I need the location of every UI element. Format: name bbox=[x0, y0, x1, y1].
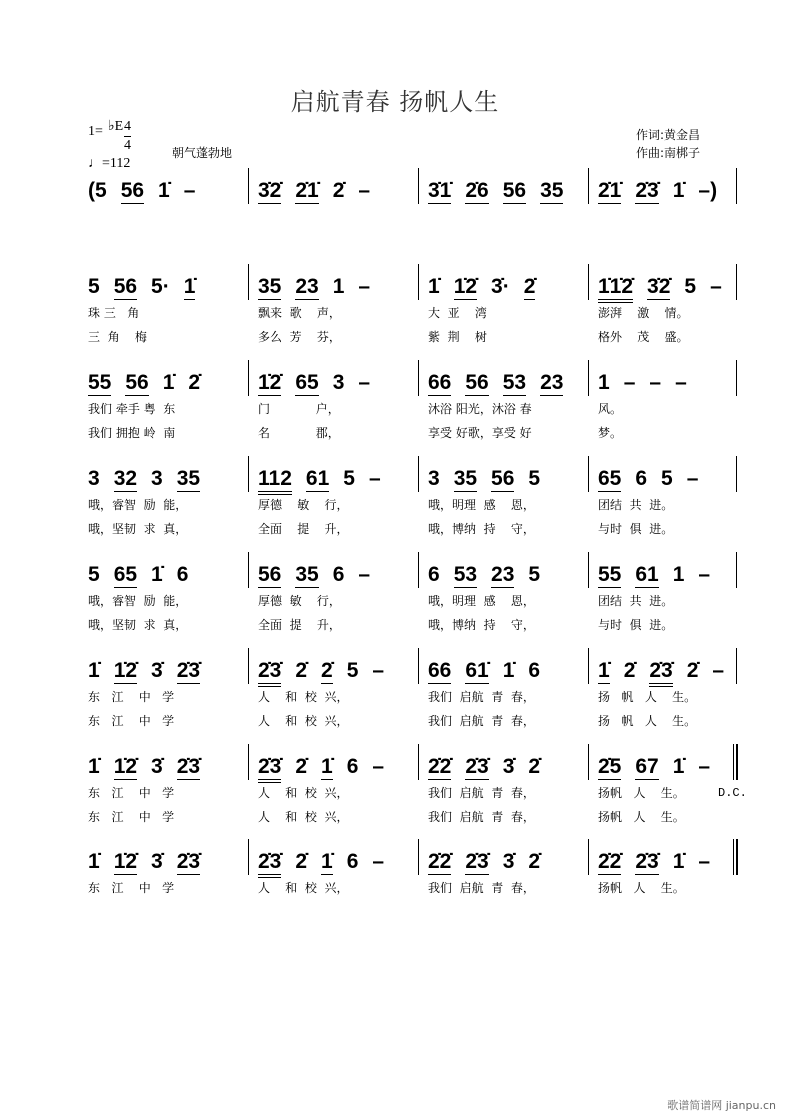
barline bbox=[588, 360, 589, 396]
measure bbox=[258, 851, 384, 878]
lyric-verse-1: 扬帆 人 生。 bbox=[598, 786, 685, 800]
lyric-verse-1: 团结 共 进。 bbox=[598, 594, 674, 608]
note: – bbox=[686, 467, 699, 490]
lyric-verse-1: 哦，睿智 励 能， bbox=[88, 498, 188, 512]
note: 6 bbox=[346, 755, 359, 778]
barline bbox=[736, 360, 737, 396]
note: 1̇ bbox=[151, 563, 163, 586]
measure bbox=[88, 660, 200, 684]
lyric-verse-1: 东 江 中 学 bbox=[88, 690, 175, 704]
note: 65 bbox=[295, 371, 319, 394]
key-signature: 1= bbox=[88, 124, 103, 139]
note: 23 bbox=[295, 275, 319, 298]
barline bbox=[588, 168, 589, 204]
measure bbox=[598, 851, 710, 875]
note: 3̇1̇ bbox=[428, 179, 452, 202]
measure bbox=[88, 276, 195, 300]
barline bbox=[248, 552, 249, 588]
measure bbox=[598, 276, 722, 303]
note: 3 bbox=[151, 467, 163, 490]
lyric-verse-1: 哦，明理 感 恩， bbox=[428, 594, 535, 608]
lyric-verse-1: 我们 启航 青 春， bbox=[428, 690, 535, 704]
lyric-verse-2: 人 和 校 兴， bbox=[258, 714, 349, 728]
note: 1̇ bbox=[672, 179, 685, 202]
note: 1̇ bbox=[88, 755, 100, 778]
note: 5 bbox=[88, 563, 100, 586]
measure bbox=[428, 851, 540, 875]
barline bbox=[248, 648, 249, 684]
measure bbox=[88, 756, 200, 780]
note: 2̇2̇ bbox=[428, 850, 452, 873]
note: – bbox=[698, 850, 711, 873]
note: 6 bbox=[428, 563, 440, 586]
note: 2̇2̇ bbox=[428, 755, 452, 778]
lyric-verse-1: 珠 三 角 bbox=[88, 306, 140, 320]
note: 2̇3̇ bbox=[258, 660, 281, 687]
note: 5· bbox=[151, 275, 170, 298]
note: 3 bbox=[88, 467, 100, 490]
note: 5 bbox=[528, 563, 541, 586]
lyric-verse-2: 哦，坚韧 求 真， bbox=[88, 618, 188, 632]
note: 55 bbox=[88, 371, 112, 394]
lyric-verse-1: 团结 共 进。 bbox=[598, 498, 674, 512]
note: – bbox=[623, 371, 636, 394]
key-note: ♭E bbox=[108, 119, 124, 134]
measure bbox=[88, 372, 200, 396]
measure bbox=[598, 660, 724, 687]
note: 2̇3̇ bbox=[635, 179, 659, 202]
barline bbox=[588, 744, 589, 780]
note: 2̇3̇ bbox=[176, 659, 201, 682]
note: 2̇ bbox=[686, 659, 699, 682]
note: 35 bbox=[453, 467, 478, 490]
barline bbox=[418, 360, 419, 396]
lyric-verse-1: 飘来 歌 声， bbox=[258, 306, 341, 320]
note: 35 bbox=[258, 275, 282, 298]
measure bbox=[598, 180, 717, 204]
note: 2̇1̇ bbox=[295, 179, 319, 202]
note: – bbox=[372, 850, 385, 873]
note: 1̇2̇ bbox=[113, 755, 138, 778]
lyric-verse-1: 哦，明理 感 恩， bbox=[428, 498, 535, 512]
note: 23 bbox=[491, 563, 515, 586]
note: 2̇3̇ bbox=[465, 755, 489, 778]
song-title: 启航青春 扬帆人生 bbox=[290, 88, 500, 116]
note: 23 bbox=[540, 371, 564, 394]
note: 2̇3̇ bbox=[649, 660, 672, 687]
note: 3̇ bbox=[151, 755, 163, 778]
note: 1̇ bbox=[158, 179, 170, 202]
note: 1̇ bbox=[88, 659, 100, 682]
barline bbox=[418, 744, 419, 780]
note: 3̇2̇ bbox=[647, 275, 671, 298]
lyric-verse-1: 风。 bbox=[598, 402, 623, 416]
measure bbox=[428, 372, 563, 396]
barline bbox=[248, 360, 249, 396]
note: 5 bbox=[684, 275, 697, 298]
note: 1̇ bbox=[321, 755, 333, 778]
barline bbox=[418, 648, 419, 684]
note: 2̇ bbox=[295, 850, 308, 873]
note: – bbox=[698, 563, 711, 586]
watermark: 歌谱简谱网 jianpu.cn bbox=[667, 1099, 776, 1112]
note: 1̇ bbox=[183, 275, 196, 298]
measure bbox=[88, 564, 188, 588]
note: 2̇3̇ bbox=[176, 755, 201, 778]
note: 5 bbox=[528, 467, 541, 490]
note: 2̇ bbox=[528, 755, 541, 778]
note: 2̇ bbox=[332, 179, 345, 202]
barline bbox=[418, 839, 419, 875]
lyric-verse-2: 梦。 bbox=[598, 426, 623, 440]
barline bbox=[418, 552, 419, 588]
note: 3 bbox=[428, 467, 440, 490]
note: 1̇2̇ bbox=[113, 659, 138, 682]
note: 61̇ bbox=[465, 659, 489, 682]
note: – bbox=[698, 755, 711, 778]
lyric-verse-1: 我们 启航 青 春， bbox=[428, 786, 535, 800]
note: – bbox=[183, 179, 196, 202]
barline bbox=[248, 168, 249, 204]
measure bbox=[428, 756, 540, 780]
lyric-verse-1: 人 和 校 兴， bbox=[258, 881, 349, 895]
lyric-verse-2: 全面 提 升， bbox=[258, 522, 349, 536]
note: 1̇1̇2̇ bbox=[598, 276, 633, 303]
note: 3̇ bbox=[502, 850, 515, 873]
measure bbox=[428, 660, 540, 684]
lyric-verse-2: 我们 启航 青 春， bbox=[428, 810, 535, 824]
note: 56 bbox=[465, 371, 489, 394]
lyric-verse-2: 扬 帆 人 生。 bbox=[598, 714, 697, 728]
lyricist-credit: 作词:黄金昌 bbox=[636, 128, 701, 142]
note: 1̇ bbox=[598, 659, 610, 682]
note: – bbox=[358, 563, 371, 586]
note: 6 bbox=[176, 563, 189, 586]
note: 61 bbox=[305, 467, 330, 490]
note: – bbox=[372, 659, 385, 682]
note: 1̇ bbox=[428, 275, 440, 298]
note: 2̇ bbox=[623, 659, 636, 682]
note: 35 bbox=[540, 179, 564, 202]
note: 2̇3̇ bbox=[258, 756, 281, 783]
measure bbox=[258, 660, 384, 687]
barline bbox=[736, 552, 737, 588]
barline bbox=[248, 744, 249, 780]
time-signature bbox=[124, 118, 131, 155]
note: 5 bbox=[88, 275, 100, 298]
lyric-verse-2: 东 江 中 学 bbox=[88, 714, 175, 728]
note: 61 bbox=[635, 563, 659, 586]
note: 6 bbox=[332, 563, 345, 586]
measure bbox=[428, 468, 540, 492]
lyric-verse-2: 全面 提 升， bbox=[258, 618, 341, 632]
measure bbox=[258, 276, 370, 300]
lyric-verse-2: 扬帆 人 生。 bbox=[598, 810, 685, 824]
lyric-verse-1: 沐浴 阳光，沐浴 春 bbox=[428, 402, 532, 416]
lyric-verse-2: 人 和 校 兴， bbox=[258, 810, 349, 824]
note: 3̇ bbox=[151, 850, 163, 873]
note: 2̇ bbox=[188, 371, 201, 394]
final-barline bbox=[733, 839, 738, 875]
note: 66 bbox=[428, 371, 452, 394]
barline bbox=[588, 648, 589, 684]
barline bbox=[418, 168, 419, 204]
lyric-verse-1: 扬帆 人 生。 bbox=[598, 881, 685, 895]
note: 35 bbox=[176, 467, 201, 490]
measure bbox=[428, 180, 563, 204]
lyric-verse-2: 与时 俱 进。 bbox=[598, 522, 674, 536]
expression-marking: 朝气蓬勃地 bbox=[172, 146, 233, 160]
note: 6 bbox=[528, 659, 541, 682]
note: 56 bbox=[502, 179, 527, 202]
note: 1̇ bbox=[502, 659, 515, 682]
note: – bbox=[675, 371, 687, 394]
note: 1 bbox=[672, 563, 685, 586]
barline bbox=[736, 456, 737, 492]
note: – bbox=[372, 755, 385, 778]
note: 1̇ bbox=[162, 371, 175, 394]
final-barline bbox=[733, 744, 738, 780]
lyric-verse-2: 名 郡， bbox=[258, 426, 340, 440]
lyric-verse-2: 紫 荆 树 bbox=[428, 330, 487, 344]
note: 56 bbox=[258, 563, 282, 586]
note: 32 bbox=[113, 467, 138, 490]
barline bbox=[588, 839, 589, 875]
note: 2̇6 bbox=[465, 179, 489, 202]
lyric-verse-1: 东 江 中 学 bbox=[88, 881, 175, 895]
lyric-verse-1: 厚德 敏 行， bbox=[258, 498, 349, 512]
note: 56 bbox=[491, 467, 515, 490]
note: 2̇3̇ bbox=[258, 851, 281, 878]
lyric-verse-1: 哦，睿智 励 能， bbox=[88, 594, 188, 608]
note: 65 bbox=[113, 563, 138, 586]
barline bbox=[736, 168, 737, 204]
note: 67 bbox=[635, 755, 659, 778]
measure bbox=[428, 564, 540, 588]
note: 6 bbox=[346, 850, 359, 873]
note: 3̇ bbox=[151, 659, 163, 682]
lyric-verse-1: 门 户， bbox=[258, 402, 340, 416]
barline bbox=[248, 456, 249, 492]
note: 53 bbox=[453, 563, 478, 586]
barline bbox=[588, 264, 589, 300]
note: 3 bbox=[332, 371, 345, 394]
note: 2̇ bbox=[295, 755, 308, 778]
lyric-verse-1: 厚德 敏 行， bbox=[258, 594, 341, 608]
note: 2̇ bbox=[295, 659, 308, 682]
note: 2̇2̇ bbox=[598, 850, 622, 873]
note: 1 bbox=[332, 275, 345, 298]
note: 5 bbox=[661, 467, 673, 490]
barline bbox=[736, 648, 737, 684]
lyric-verse-2: 多么 芳 芬， bbox=[258, 330, 341, 344]
lyric-verse-1: 大 亚 湾 bbox=[428, 306, 487, 320]
lyric-verse-2: 我们 启航 青 春， bbox=[428, 714, 535, 728]
note: 2̇3̇ bbox=[465, 850, 489, 873]
note: – bbox=[358, 371, 371, 394]
note: 2̇1̇ bbox=[598, 179, 622, 202]
barline bbox=[418, 264, 419, 300]
note: 1̇2̇ bbox=[453, 275, 478, 298]
note: 3̇· bbox=[491, 275, 510, 298]
barline bbox=[588, 552, 589, 588]
lyric-verse-2: 哦，坚韧 求 真， bbox=[88, 522, 188, 536]
lyric-verse-1: 扬 帆 人 生。 bbox=[598, 690, 697, 704]
time-sig-denominator: 4 bbox=[124, 138, 131, 153]
measure bbox=[598, 756, 710, 780]
note: – bbox=[710, 275, 722, 298]
lyric-verse-2: 享受 好歌，享受 好 bbox=[428, 426, 532, 440]
measure bbox=[258, 468, 381, 495]
note: 66 bbox=[428, 659, 452, 682]
lyric-verse-1: 人 和 校 兴， bbox=[258, 786, 349, 800]
note: 1̇ bbox=[88, 850, 100, 873]
composer-credit: 作曲:南梆子 bbox=[636, 146, 701, 160]
measure bbox=[258, 180, 370, 204]
measure bbox=[598, 372, 687, 394]
barline bbox=[248, 264, 249, 300]
note: – bbox=[368, 467, 381, 490]
lyric-verse-1: 人 和 校 兴， bbox=[258, 690, 349, 704]
barline bbox=[248, 839, 249, 875]
note: 2̇3̇ bbox=[176, 850, 201, 873]
measure bbox=[598, 564, 710, 588]
note: 2̇3̇ bbox=[635, 850, 659, 873]
lyric-verse-2: 哦，博纳 持 守， bbox=[428, 522, 535, 536]
measure bbox=[258, 564, 370, 588]
tempo-marking: ♩=112 bbox=[88, 156, 131, 171]
barline bbox=[588, 456, 589, 492]
note: –) bbox=[698, 179, 718, 202]
note: 2̇ bbox=[523, 275, 536, 298]
lyric-verse-2: 哦，博纳 持 守， bbox=[428, 618, 535, 632]
measure bbox=[88, 851, 200, 875]
note: 1̇ bbox=[672, 755, 685, 778]
measure bbox=[88, 468, 200, 492]
lyric-verse-1: 我们 牵手 粤 东 bbox=[88, 402, 176, 416]
note: 1̇2̇ bbox=[258, 371, 282, 394]
note: 1 bbox=[598, 371, 610, 394]
note: 2̇ bbox=[321, 659, 333, 682]
note: 56 bbox=[120, 179, 145, 202]
lyric-verse-1: 澎湃 激 情。 bbox=[598, 306, 689, 320]
note: 1̇ bbox=[672, 850, 685, 873]
note: 3̇ bbox=[502, 755, 515, 778]
note: 2̇5 bbox=[598, 755, 622, 778]
measure bbox=[258, 372, 370, 396]
note: 5 bbox=[343, 467, 355, 490]
note: 5 bbox=[346, 659, 359, 682]
lyric-verse-1: 我们 启航 青 春， bbox=[428, 881, 535, 895]
time-sig-numerator: 4 bbox=[124, 118, 131, 137]
note: (5 bbox=[88, 179, 107, 202]
note: 2̇ bbox=[528, 850, 541, 873]
note: 35 bbox=[295, 563, 319, 586]
note: – bbox=[712, 659, 725, 682]
note: 56 bbox=[113, 275, 138, 298]
note: 65 bbox=[598, 467, 622, 490]
measure bbox=[258, 756, 384, 783]
note: – bbox=[358, 179, 371, 202]
note: 56 bbox=[125, 371, 149, 394]
da-capo-marking: D.C. bbox=[718, 786, 747, 800]
lyric-verse-2: 我们 拥抱 岭 南 bbox=[88, 426, 176, 440]
measure bbox=[598, 468, 698, 492]
note: 1̇ bbox=[321, 850, 333, 873]
lyric-verse-2: 与时 俱 进。 bbox=[598, 618, 674, 632]
measure bbox=[428, 276, 535, 300]
barline bbox=[736, 264, 737, 300]
note: 53 bbox=[502, 371, 527, 394]
note: – bbox=[358, 275, 371, 298]
barline bbox=[418, 456, 419, 492]
note: 112 bbox=[258, 468, 292, 495]
note: 3̇2̇ bbox=[258, 179, 282, 202]
lyric-verse-2: 东 江 中 学 bbox=[88, 810, 175, 824]
lyric-verse-2: 格外 茂 盛。 bbox=[598, 330, 689, 344]
note: 1̇2̇ bbox=[113, 850, 138, 873]
note: 6 bbox=[635, 467, 648, 490]
note: 55 bbox=[598, 563, 622, 586]
lyric-verse-1: 东 江 中 学 bbox=[88, 786, 175, 800]
lyric-verse-2: 三 角 梅 bbox=[88, 330, 147, 344]
measure bbox=[88, 180, 195, 204]
note: – bbox=[649, 371, 662, 394]
